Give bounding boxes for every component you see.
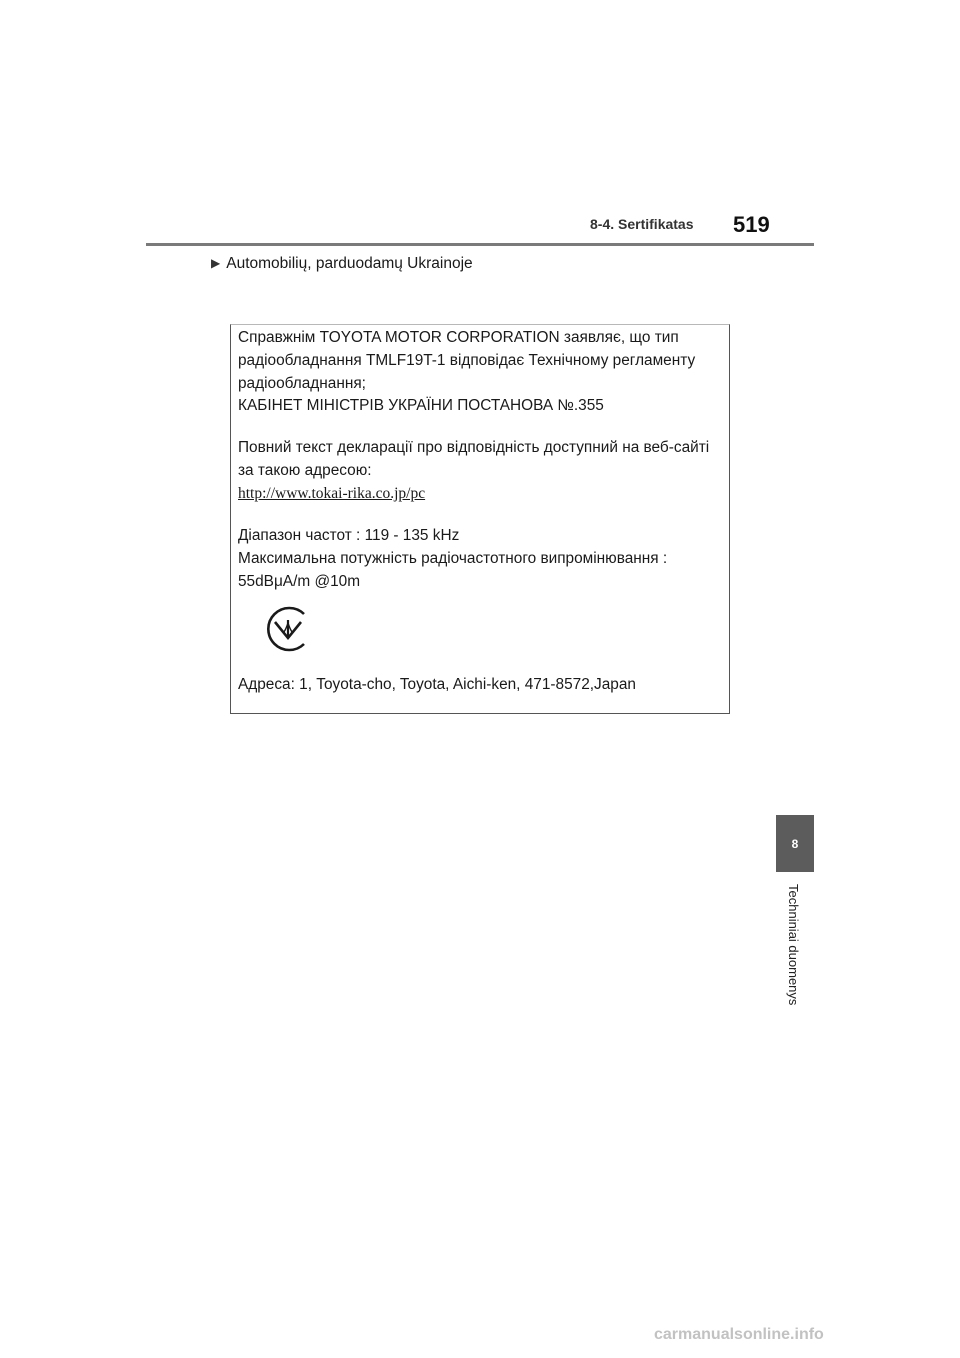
declaration-link[interactable]: http://www.tokai-rika.co.jp/pc	[238, 485, 426, 502]
triangle-right-icon: ▶	[211, 256, 221, 270]
cert-line: Максимальна потужність радіочастотного випромінювання :	[238, 550, 668, 567]
cert-line: радіообладнання;	[238, 375, 366, 392]
section-title: 8-4. Sertifikatas	[590, 216, 694, 232]
header-divider	[146, 243, 814, 246]
chapter-tab[interactable]	[776, 815, 814, 872]
cert-line: Адреса: 1, Toyota-cho, Toyota, Aichi-ken, 471-8572,Japan	[238, 676, 636, 693]
cert-line: Повний текст декларації про відповідність доступний на веб-сайті	[238, 439, 710, 456]
subheading-text: Automobilių, parduodamų Ukrainoje	[226, 255, 473, 272]
cert-line: радіообладнання TMLF19T-1 відповідає Технічному регламенту	[238, 352, 696, 369]
cert-line: за такою адресою:	[238, 462, 372, 479]
subheading	[211, 255, 473, 273]
cert-line: Справжнім TOYOTA MOTOR CORPORATION заявляє, що тип	[238, 329, 679, 346]
chapter-number: 8	[791, 836, 799, 851]
cert-line: КАБІНЕТ МІНІСТРІВ УКРАЇНИ ПОСТАНОВА №.355	[238, 397, 604, 414]
watermark: carmanualsonline.info	[654, 1326, 824, 1343]
chapter-label: Techniniai duomenys	[786, 884, 801, 1006]
ukraine-conformity-mark-icon	[264, 605, 312, 653]
page-number: 519	[733, 212, 770, 237]
cert-line: 55dBμA/m @10m	[238, 573, 361, 590]
certificate-box	[230, 324, 730, 714]
cert-line: Діапазон частот : 119 - 135 kHz	[238, 527, 460, 544]
